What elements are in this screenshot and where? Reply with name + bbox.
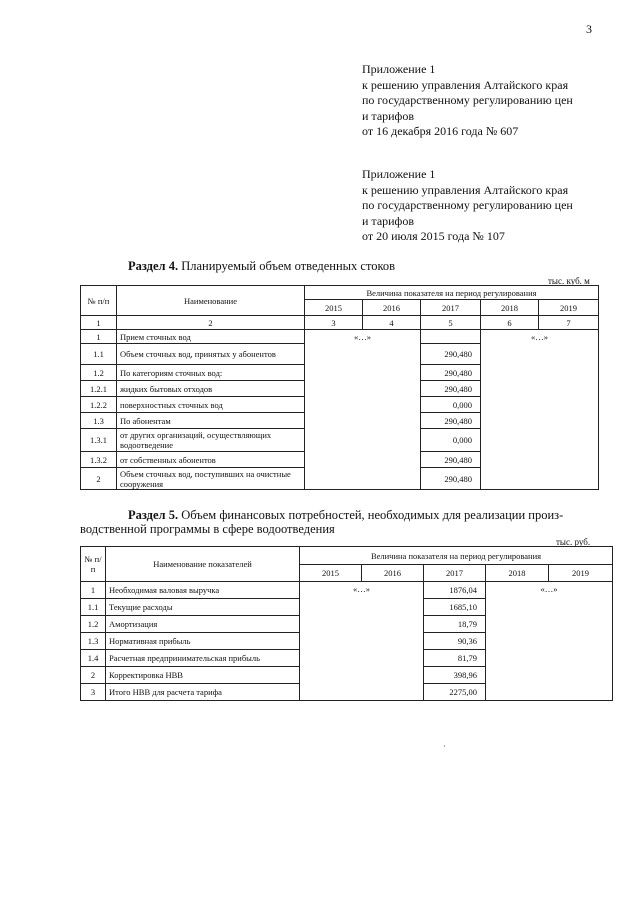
section5-title-bold: Раздел 5. (128, 508, 179, 522)
row-name: Объем сточных вод, поступивших на очистные сооружения (117, 468, 305, 490)
header-year: 2017 (421, 300, 481, 316)
header-name: Наименование показателей (106, 547, 300, 582)
row-name: Итого НВВ для расчета тарифа (106, 684, 300, 701)
section5-title-text: Объем финансовых потребностей, необходимых для реализации произ- (178, 508, 564, 522)
col-number: 1 (81, 316, 117, 330)
row-value: 290,480 (421, 344, 481, 365)
row-name: Корректировка НВВ (106, 667, 300, 684)
row-num: 1.3.2 (81, 452, 117, 468)
appendix-line: от 20 июля 2015 года № 107 (362, 229, 505, 243)
row-value: 0,000 (421, 429, 481, 452)
col-number: 5 (421, 316, 481, 330)
row-value: 290,480 (421, 468, 481, 490)
row-num: 1.2 (81, 616, 106, 633)
row-name: Прием сточных вод (117, 330, 305, 344)
row-name: Текущие расходы (106, 599, 300, 616)
row-num: 2 (81, 468, 117, 490)
table-row (81, 330, 599, 344)
row-name: жидких бытовых отходов (117, 381, 305, 397)
row-name: Нормативная прибыль (106, 633, 300, 650)
row-num: 1.4 (81, 650, 106, 667)
header-year: 2015 (300, 565, 362, 582)
header-num: № п/п (81, 286, 117, 316)
header-year: 2017 (424, 565, 486, 582)
row-name: от других организаций, осуществляющих водоотведение (117, 429, 305, 452)
row-value: 398,96 (424, 667, 486, 684)
quote-left: «…» (300, 582, 424, 701)
row-num: 2 (81, 667, 106, 684)
row-value: 1876,04 (424, 582, 486, 599)
row-value: 290,480 (421, 452, 481, 468)
quote-left: «…» (305, 330, 421, 490)
section4-table (80, 285, 599, 490)
row-name: Необходимая валовая выручка (106, 582, 300, 599)
row-value: 2275,00 (424, 684, 486, 701)
row-num: 1.3 (81, 413, 117, 429)
header-year: 2018 (486, 565, 549, 582)
row-num: 1.3.1 (81, 429, 117, 452)
section5-unit: тыс. руб. (556, 537, 591, 547)
section4-title-text: Планируемый объем отведенных стоков (178, 259, 396, 273)
appendix-line: и тарифов (362, 108, 415, 123)
page-number: 3 (586, 22, 592, 36)
row-value: 290,480 (421, 413, 481, 429)
section4-unit: тыс. куб. м (548, 276, 590, 286)
col-number: 4 (363, 316, 421, 330)
appendix-line: по государственному регулированию цен (362, 198, 573, 212)
row-name: Амортизация (106, 616, 300, 633)
appendix-block-2016 (362, 62, 573, 140)
appendix-line: по государственному регулированию цен (362, 93, 573, 107)
appendix-line: к решению управления Алтайского края (362, 182, 569, 197)
header-name: Наименование (117, 286, 305, 316)
row-name: от собственных абонентов (117, 452, 305, 468)
header-period: Величина показателя на период регулирования (300, 547, 613, 565)
row-num: 1.2.2 (81, 397, 117, 413)
section4-title (128, 259, 395, 274)
header-num: № п/ п (81, 547, 106, 582)
row-value: 18,79 (424, 616, 486, 633)
quote-right: «…» (481, 330, 599, 490)
quote-right: «…» (486, 582, 613, 701)
row-value: 290,480 (421, 365, 481, 381)
section5-title (128, 508, 563, 523)
row-value: 0,000 (421, 397, 481, 413)
row-num: 1.1 (81, 599, 106, 616)
col-number: 3 (305, 316, 363, 330)
section5-table (80, 546, 613, 701)
section4-title-bold: Раздел 4. (128, 259, 179, 273)
row-value: 81,79 (424, 650, 486, 667)
table-row (81, 582, 613, 599)
appendix-line: от 16 декабря 2016 года № 607 (362, 124, 519, 138)
appendix-line: к решению управления Алтайского края (362, 77, 569, 92)
header-year: 2015 (305, 300, 363, 316)
row-name: По категориям сточных вод: (117, 365, 305, 381)
row-name: Объем сточных вод, принятых у абонентов (117, 344, 305, 365)
header-year: 2019 (549, 565, 613, 582)
row-name: Расчетная предпринимательская прибыль (106, 650, 300, 667)
row-num: 1 (81, 330, 117, 344)
row-num: 1.2.1 (81, 381, 117, 397)
appendix-line: и тарифов (362, 213, 415, 228)
header-year: 2019 (539, 300, 599, 316)
row-value: 290,480 (421, 381, 481, 397)
col-number: 2 (117, 316, 305, 330)
row-num: 1.3 (81, 633, 106, 650)
row-name: По абонентам (117, 413, 305, 429)
header-year: 2018 (481, 300, 539, 316)
appendix-line: Приложение 1 (362, 62, 436, 76)
header-year: 2016 (362, 565, 424, 582)
col-number: 6 (481, 316, 539, 330)
row-value (421, 330, 481, 344)
row-value: 90,36 (424, 633, 486, 650)
row-num: 1.1 (81, 344, 117, 365)
row-num: 3 (81, 684, 106, 701)
appendix-block-2015 (362, 167, 573, 245)
col-number: 7 (539, 316, 599, 330)
row-value: 1685,10 (424, 599, 486, 616)
row-num: 1.2 (81, 365, 117, 381)
scan-speck: · (443, 742, 446, 751)
header-year: 2016 (363, 300, 421, 316)
appendix-line: Приложение 1 (362, 167, 436, 181)
row-name: поверхностных сточных вод (117, 397, 305, 413)
header-period: Величина показателя на период регулирования (305, 286, 599, 300)
section5-title-line2: водственной программы в сфере водоотведения (80, 522, 335, 536)
row-num: 1 (81, 582, 106, 599)
